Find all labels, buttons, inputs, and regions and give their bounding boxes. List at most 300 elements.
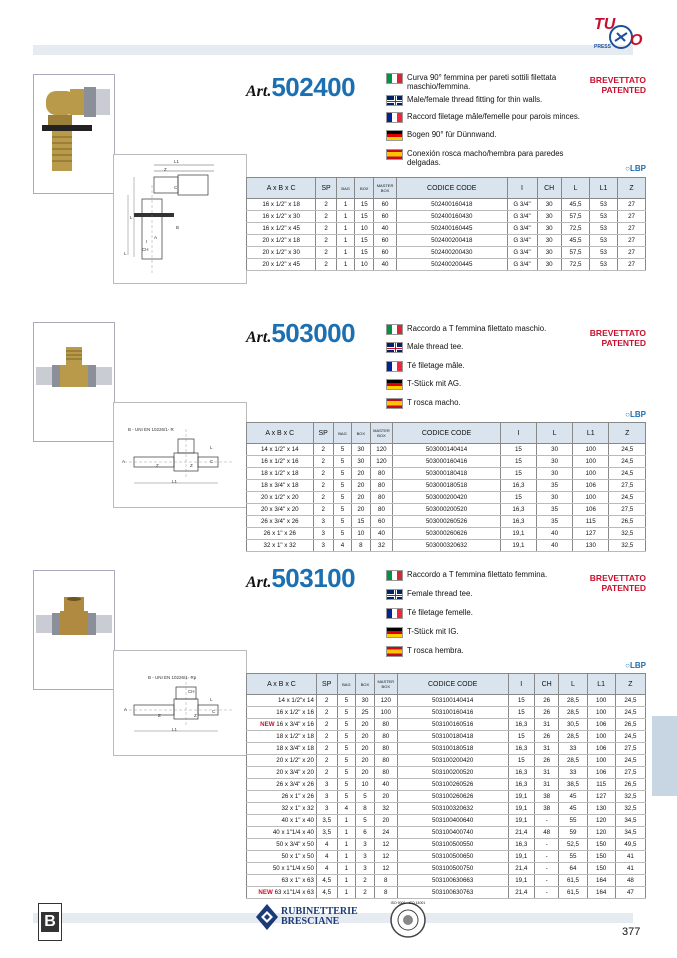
table-cell: 80 xyxy=(374,719,397,731)
table-cell: - xyxy=(534,863,558,875)
table-cell: 5 xyxy=(337,791,356,803)
drawing-label: B - UNI EN 10226/1- R xyxy=(128,427,174,432)
cell-size: 20 x 1/2" x 20 xyxy=(247,492,314,504)
desc-text: Té filetage mâle. xyxy=(407,361,465,370)
table-cell: 5 xyxy=(337,731,356,743)
table-cell: 503100400640 xyxy=(397,815,508,827)
size-text: 26 x 1" x 26 xyxy=(281,793,314,800)
table-cell: 15 xyxy=(355,247,374,259)
table-cell: 30 xyxy=(537,235,561,247)
table-cell: 20 xyxy=(356,731,375,743)
table-cell: 100 xyxy=(587,695,615,707)
table-cell: 64 xyxy=(559,863,587,875)
col-header: BAG xyxy=(336,178,355,199)
col-header: CH xyxy=(537,178,561,199)
table-cell: 19,1 xyxy=(508,875,534,887)
table-cell: 5 xyxy=(337,707,356,719)
table-cell: 31 xyxy=(534,743,558,755)
cell-size xyxy=(247,707,317,719)
top-bar xyxy=(33,45,633,55)
table-cell: 5 xyxy=(337,779,356,791)
table-cell: 38 xyxy=(534,791,558,803)
desc-text: Female thread tee. xyxy=(407,589,473,598)
technical-drawing-503100 xyxy=(113,650,247,756)
table-cell: 2 xyxy=(316,743,337,755)
size-text: 63 x 1" x 63 xyxy=(281,877,314,884)
table-row xyxy=(247,468,646,480)
drawing-lines-icon xyxy=(114,155,246,283)
table-cell: 502400160418 xyxy=(396,199,507,211)
table-cell: 2 xyxy=(316,211,337,223)
table-cell: 503100140414 xyxy=(397,695,508,707)
table-cell: 32,5 xyxy=(615,803,645,815)
table-cell: 150 xyxy=(587,839,615,851)
drawing-label: L1 xyxy=(172,727,178,732)
table-cell: 20 xyxy=(356,767,375,779)
table-cell: 53 xyxy=(590,211,618,223)
table-cell: 4 xyxy=(316,839,337,851)
col-header: A x B x C xyxy=(247,178,316,199)
desc-es xyxy=(386,149,591,167)
table-cell: 27 xyxy=(618,211,646,223)
col-header: MASTER BOX xyxy=(370,423,393,444)
side-tab xyxy=(652,716,677,796)
size-text: 50 x 3/4" x 50 xyxy=(276,841,314,848)
size-text: 20 x 1/2" x 20 xyxy=(276,757,314,764)
table-cell: 38,5 xyxy=(559,779,587,791)
table-cell: - xyxy=(534,875,558,887)
cell-size xyxy=(247,731,317,743)
size-text: 16 x 1/2" x 16 xyxy=(276,709,314,716)
table-cell: 12 xyxy=(374,839,397,851)
logo-subtext: PRESS xyxy=(594,44,611,50)
table-cell: 4 xyxy=(337,803,356,815)
size-text: 50 x 1"1/4 x 50 xyxy=(272,865,314,872)
table-cell: 3 xyxy=(313,528,333,540)
table-cell: 21,4 xyxy=(508,863,534,875)
desc-it xyxy=(386,73,587,91)
table-row xyxy=(247,767,646,779)
desc-text: T-Stück mit AG. xyxy=(407,379,462,388)
patent-it: BREVETTATO xyxy=(589,75,646,85)
table-cell: 15 xyxy=(355,235,374,247)
table-row xyxy=(247,259,646,271)
technical-drawing-502400 xyxy=(113,154,247,284)
table-cell: 3 xyxy=(356,863,375,875)
table-cell: 19,1 xyxy=(508,851,534,863)
table-cell: 61,5 xyxy=(559,887,587,899)
table-cell: 40 xyxy=(537,528,573,540)
table-cell: 2 xyxy=(316,259,337,271)
table-row xyxy=(247,247,646,259)
table-cell: 53 xyxy=(590,199,618,211)
table-cell: 24,5 xyxy=(609,492,646,504)
col-header: SP xyxy=(313,423,333,444)
table-cell: 80 xyxy=(374,731,397,743)
table-body xyxy=(247,444,646,552)
table-cell: 15 xyxy=(508,731,534,743)
desc-de xyxy=(386,379,461,391)
table-cell: 100 xyxy=(374,707,397,719)
table-row xyxy=(247,731,646,743)
company-name-2: BRESCIANE xyxy=(281,916,340,927)
table-cell: 8 xyxy=(374,887,397,899)
table-cell: 30 xyxy=(537,492,573,504)
table-body xyxy=(247,695,646,899)
table-cell: 20 xyxy=(352,480,370,492)
table-cell: 5 xyxy=(356,815,375,827)
table-cell: 503100200520 xyxy=(397,767,508,779)
article-number: 503100 xyxy=(271,563,356,593)
table-cell: 106 xyxy=(587,719,615,731)
patent-label xyxy=(560,328,646,348)
col-header: CODICE CODE xyxy=(393,423,500,444)
table-cell: 33 xyxy=(559,743,587,755)
article-prefix: Art. xyxy=(246,574,272,591)
cell-size: 18 x 1/2" x 18 xyxy=(247,468,314,480)
drawing-lines-icon xyxy=(114,403,246,507)
table-cell: 55 xyxy=(559,815,587,827)
table-cell: 16,3 xyxy=(500,480,537,492)
table-cell: - xyxy=(534,851,558,863)
table-cell: 60 xyxy=(374,247,397,259)
table-cell: 80 xyxy=(374,743,397,755)
table-cell: 503100160416 xyxy=(397,707,508,719)
table-cell: 5 xyxy=(337,719,356,731)
table-cell: 20 xyxy=(352,504,370,516)
table-cell: 30 xyxy=(537,468,573,480)
table-cell: 1 xyxy=(337,815,356,827)
table-row xyxy=(247,851,646,863)
table-cell: 503000260626 xyxy=(393,528,500,540)
table-cell: 3,5 xyxy=(316,827,337,839)
table-row xyxy=(247,211,646,223)
uk-flag-icon xyxy=(386,342,403,353)
spain-flag-icon xyxy=(386,398,403,409)
table-cell: 72,5 xyxy=(561,223,589,235)
table-cell: 2 xyxy=(313,444,333,456)
col-header: L1 xyxy=(573,423,609,444)
drawing-label: B - UNI EN 10226/1- Rp xyxy=(148,675,197,680)
table-cell: 35 xyxy=(537,480,573,492)
lbp-text: LBP xyxy=(630,164,646,173)
table-cell: 30 xyxy=(537,247,561,259)
spain-flag-icon xyxy=(386,149,403,160)
col-header: I xyxy=(507,178,537,199)
cell-size: 20 x 1/2" x 30 xyxy=(247,247,316,259)
col-header: L1 xyxy=(587,674,615,695)
cell-size xyxy=(247,839,317,851)
table-row xyxy=(247,743,646,755)
table-cell: 30,5 xyxy=(559,719,587,731)
table-cell: 52,5 xyxy=(559,839,587,851)
drawing-label: L xyxy=(124,251,127,256)
table-cell: 53 xyxy=(590,259,618,271)
table-cell: 19,1 xyxy=(500,540,537,552)
new-badge: NEW xyxy=(258,889,273,896)
technical-drawing-503000 xyxy=(113,402,247,508)
drawing-label: A xyxy=(154,235,158,240)
table-cell: 30 xyxy=(356,695,375,707)
table-cell: 1 xyxy=(336,223,355,235)
drawing-label: Z xyxy=(164,167,167,172)
table-cell: 164 xyxy=(587,875,615,887)
desc-es xyxy=(386,646,464,658)
drawing-label: I xyxy=(146,239,148,244)
col-header: Z xyxy=(615,674,645,695)
table-cell: 3 xyxy=(356,851,375,863)
col-header: BAG xyxy=(337,674,356,695)
table-cell: 35 xyxy=(537,516,573,528)
table-cell: 16,3 xyxy=(500,516,537,528)
article-heading-502400 xyxy=(246,72,355,103)
table-cell: 30 xyxy=(352,444,370,456)
lbp-badge: ○LBP xyxy=(625,164,646,173)
tee-fitting-icon xyxy=(34,571,114,651)
table-row xyxy=(247,528,646,540)
desc-text: Curva 90° femmina per pareti sottili filettata maschio/femmina. xyxy=(407,73,557,91)
desc-text: Raccordo a T femmina filettato femmina. xyxy=(407,570,548,579)
size-text: 40 x 1" x 40 xyxy=(281,817,314,824)
cell-size xyxy=(247,719,317,731)
table-cell: 16,3 xyxy=(508,767,534,779)
table-cell: 31 xyxy=(534,767,558,779)
table-cell: 24,5 xyxy=(615,695,645,707)
drawing-label: A xyxy=(122,459,126,464)
article-number: 502400 xyxy=(271,72,356,102)
table-cell: 503100500650 xyxy=(397,851,508,863)
cell-size xyxy=(247,767,317,779)
size-text: 20 x 3/4" x 20 xyxy=(276,769,314,776)
table-cell: 16,3 xyxy=(500,504,537,516)
table-cell: 45,5 xyxy=(561,199,589,211)
table-cell: 1 xyxy=(336,259,355,271)
table-cell: 2 xyxy=(316,223,337,235)
table-cell: 503000260526 xyxy=(393,516,500,528)
table-cell: 27 xyxy=(618,223,646,235)
drawing-label: Z xyxy=(190,463,193,468)
table-cell: 21,4 xyxy=(508,827,534,839)
lbp-text: LBP xyxy=(630,661,646,670)
table-cell: 28,5 xyxy=(559,755,587,767)
table-cell: 503100160516 xyxy=(397,719,508,731)
cell-size: 20 x 3/4" x 20 xyxy=(247,504,314,516)
table-cell: 32 xyxy=(370,540,393,552)
new-badge: NEW xyxy=(260,721,275,728)
desc-fr xyxy=(386,361,465,373)
table-cell: 31 xyxy=(534,719,558,731)
table-cell: 5 xyxy=(333,492,351,504)
table-row xyxy=(247,791,646,803)
table-cell: 503000180518 xyxy=(393,480,500,492)
table-cell: 1 xyxy=(337,863,356,875)
b-letter-icon: B xyxy=(41,912,59,932)
table-cell: 503100320632 xyxy=(397,803,508,815)
patent-en: PATENTED xyxy=(601,583,646,593)
col-header: BOX xyxy=(352,423,370,444)
desc-it xyxy=(386,570,547,582)
italy-flag-icon xyxy=(386,570,403,581)
table-cell: 30 xyxy=(537,223,561,235)
size-text: 26 x 3/4" x 26 xyxy=(276,781,314,788)
table-cell: 30 xyxy=(537,259,561,271)
table-cell: 4,5 xyxy=(316,875,337,887)
desc-es xyxy=(386,398,461,410)
table-cell: 100 xyxy=(587,707,615,719)
table-cell: G 3/4" xyxy=(507,199,537,211)
table-cell: G 3/4" xyxy=(507,259,537,271)
cell-size: 20 x 1/2" x 18 xyxy=(247,235,316,247)
desc-text: Raccordo a T femmina filettato maschio. xyxy=(407,324,547,333)
table-cell: 20 xyxy=(356,719,375,731)
germany-flag-icon xyxy=(386,627,403,638)
table-cell: 27 xyxy=(618,235,646,247)
table-cell: 106 xyxy=(573,504,609,516)
cell-size: 20 x 1/2" x 45 xyxy=(247,259,316,271)
table-cell: 48 xyxy=(615,875,645,887)
table-row xyxy=(247,755,646,767)
table-cell: 19,1 xyxy=(508,815,534,827)
table-cell: 40 xyxy=(370,528,393,540)
table-cell: 24,5 xyxy=(615,731,645,743)
table-cell: 2 xyxy=(316,247,337,259)
table-cell: 47 xyxy=(615,887,645,899)
table-cell: 53 xyxy=(590,223,618,235)
table-cell: 34,5 xyxy=(615,815,645,827)
product-photo-503000 xyxy=(33,322,115,442)
table-row xyxy=(247,827,646,839)
table-cell: 10 xyxy=(356,779,375,791)
table-cell: 4,5 xyxy=(316,887,337,899)
size-text: 63 x1"1/4 x 63 xyxy=(274,889,314,896)
cell-size: 26 x 1" x 26 xyxy=(247,528,314,540)
table-cell: 80 xyxy=(370,504,393,516)
cell-size xyxy=(247,791,317,803)
table-503000 xyxy=(246,422,646,552)
col-header: L xyxy=(559,674,587,695)
spain-flag-icon xyxy=(386,646,403,657)
table-cell: 19,1 xyxy=(500,528,537,540)
table-cell: 503100180418 xyxy=(397,731,508,743)
table-cell: 32,5 xyxy=(609,540,646,552)
table-cell: 503100500550 xyxy=(397,839,508,851)
size-text: 50 x 1" x 50 xyxy=(281,853,314,860)
table-cell: 3 xyxy=(316,791,337,803)
table-cell: 502400200418 xyxy=(396,235,507,247)
desc-de xyxy=(386,130,496,142)
table-cell: 35 xyxy=(537,504,573,516)
col-header: MASTER BOX xyxy=(374,674,397,695)
table-cell: 130 xyxy=(587,803,615,815)
desc-fr xyxy=(386,608,473,620)
table-cell: 100 xyxy=(587,731,615,743)
table-cell: 2 xyxy=(356,887,375,899)
table-cell: 20 xyxy=(374,815,397,827)
col-header: SP xyxy=(316,674,337,695)
table-cell: 10 xyxy=(355,223,374,235)
table-cell: 48 xyxy=(534,827,558,839)
drawing-label: Z xyxy=(158,713,161,718)
table-cell: 2 xyxy=(313,492,333,504)
product-photo-502400 xyxy=(33,74,115,194)
page-number: 377 xyxy=(622,926,641,938)
col-header: BAG xyxy=(333,423,351,444)
table-row xyxy=(247,839,646,851)
table-cell: 502400200445 xyxy=(396,259,507,271)
article-heading-503100 xyxy=(246,563,355,594)
size-text: 16 x 3/4" x 16 xyxy=(276,721,314,728)
size-text: 18 x 3/4" x 18 xyxy=(276,745,314,752)
drawing-label: L xyxy=(210,445,213,450)
table-cell: 503000180418 xyxy=(393,468,500,480)
table-row xyxy=(247,540,646,552)
table-cell: 27,5 xyxy=(609,504,646,516)
col-header: I xyxy=(500,423,537,444)
drawing-label: CH xyxy=(188,689,195,694)
drawing-label: C xyxy=(174,185,178,190)
cell-size xyxy=(247,827,317,839)
table-cell: 3,5 xyxy=(316,815,337,827)
cell-size xyxy=(247,755,317,767)
table-cell: 26 xyxy=(534,731,558,743)
company-name xyxy=(281,907,358,927)
drawing-label: A xyxy=(124,707,128,712)
table-cell: 20 xyxy=(356,755,375,767)
cell-size xyxy=(247,803,317,815)
italy-flag-icon xyxy=(386,324,403,335)
col-header: L xyxy=(537,423,573,444)
table-row xyxy=(247,875,646,887)
table-cell: 100 xyxy=(573,468,609,480)
table-cell: 27,5 xyxy=(615,743,645,755)
table-cell: 27 xyxy=(618,259,646,271)
table-row xyxy=(247,492,646,504)
table-cell: 80 xyxy=(374,755,397,767)
table-cell: 45,5 xyxy=(561,235,589,247)
patent-en: PATENTED xyxy=(601,85,646,95)
table-cell: 106 xyxy=(587,743,615,755)
table-cell: 26 xyxy=(534,695,558,707)
table-cell: 12 xyxy=(374,851,397,863)
table-row xyxy=(247,504,646,516)
table-cell: 2 xyxy=(316,755,337,767)
cell-size: 16 x 1/2" x 16 xyxy=(247,456,314,468)
table-row xyxy=(247,887,646,899)
table-cell: 15 xyxy=(500,456,537,468)
table-cell: 503000140414 xyxy=(393,444,500,456)
table-cell: 45 xyxy=(559,803,587,815)
rb-emblem-icon xyxy=(255,903,279,931)
table-row xyxy=(247,223,646,235)
table-cell: 26 xyxy=(534,755,558,767)
table-cell: 30 xyxy=(537,211,561,223)
table-cell: 100 xyxy=(573,456,609,468)
table-cell: G 3/4" xyxy=(507,223,537,235)
table-cell: 80 xyxy=(370,480,393,492)
table-cell: 2 xyxy=(316,719,337,731)
table-cell: 503100400740 xyxy=(397,827,508,839)
table-cell: 60 xyxy=(374,199,397,211)
table-cell: - xyxy=(534,815,558,827)
table-cell: 4 xyxy=(333,540,351,552)
table-cell: 3 xyxy=(313,516,333,528)
table-row xyxy=(247,480,646,492)
table-cell: 5 xyxy=(333,504,351,516)
size-text: 18 x 1/2" x 18 xyxy=(276,733,314,740)
logo-text-1: TU xyxy=(594,16,616,33)
table-cell: 150 xyxy=(587,863,615,875)
table-cell: 10 xyxy=(352,528,370,540)
